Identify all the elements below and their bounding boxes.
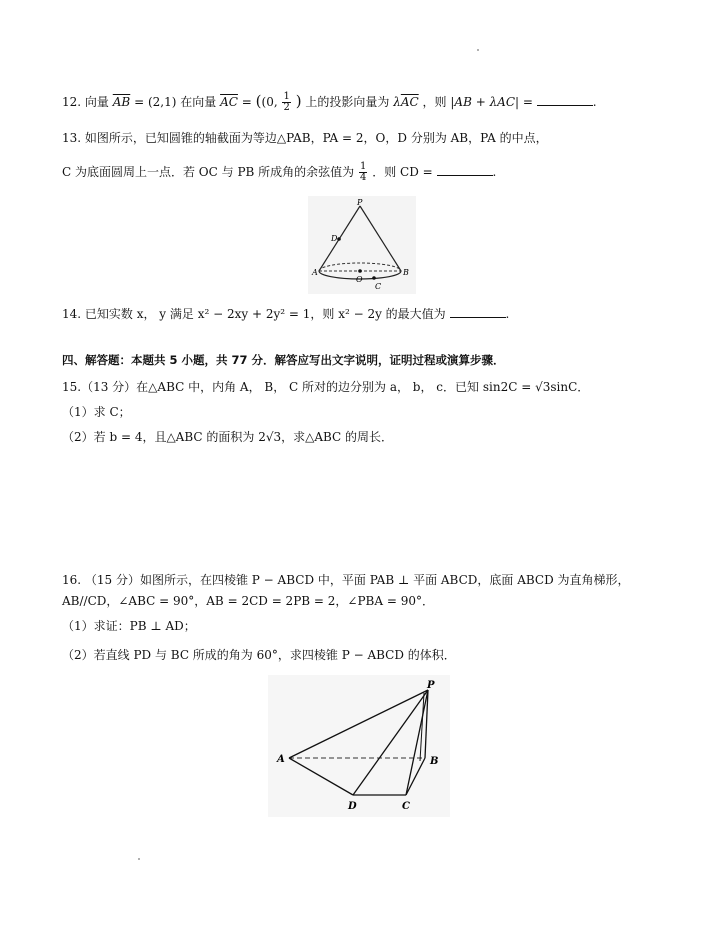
- question-12: 12. 向量 $\overline{AB} = (2,1)$ 在向量 $\overline{AC} = ((0$, $\frac{1}{2}$ ) 上的投影向量为 $\lambda\overline{AC}$ ，则 |AB + λAC| = .: [62, 91, 597, 113]
- answer-blank[interactable]: [537, 93, 593, 106]
- question-16-part2: （2）若直线 PD 与 BC 所成的角为 60°，求四棱锥 P − ABCD 的体积．: [62, 648, 456, 662]
- label-d: D: [331, 234, 338, 243]
- label-p: P: [357, 198, 363, 207]
- answer-blank[interactable]: [437, 163, 493, 176]
- fraction-quarter: $\frac{1}{4}$: [360, 161, 367, 183]
- cone-figure: [308, 196, 416, 294]
- point-c: [372, 276, 376, 280]
- answer-blank[interactable]: [450, 305, 506, 318]
- question-14: 14. 已知实数 x， y 满足 x² − 2xy + 2y² = 1，则 x² − 2y 的最大值为 .: [62, 307, 510, 321]
- question-13-line1: 13. 如图所示，已知圆锥的轴截面为等边△PAB，PA = 2，O，D 分别为 AB，PA 的中点，: [62, 131, 548, 145]
- label-c: C: [402, 801, 410, 812]
- label-b: B: [403, 268, 409, 277]
- label-c: C: [375, 282, 382, 291]
- question-16-stem1: 16. （15 分）如图所示，在四棱锥 P − ABCD 中，平面 PAB ⊥ 平面 ABCD，底面 ABCD 为直角梯形，: [62, 573, 630, 587]
- point-d: [337, 237, 341, 241]
- label-a: A: [312, 268, 318, 277]
- label-p: P: [427, 680, 435, 691]
- question-16-part1: （1）求证：PB ⊥ AD；: [62, 619, 196, 633]
- section-heading: 四、解答题：本题共 5 小题，共 77 分．解答应写出文字说明，证明过程或演算步骤．: [62, 353, 505, 367]
- question-15-part1: （1）求 C；: [62, 405, 131, 419]
- question-13-line2: C 为底面圆周上一点．若 OC 与 PB 所成角的余弦值为 $\frac{1}{4}$ ．则 CD = .: [62, 161, 497, 183]
- question-15-stem: 15.（13 分）在△ABC 中，内角 A， B， C 所对的边分别为 a， b， c．已知 sin2C = √3sinC．: [62, 380, 590, 394]
- scan-dot: [477, 49, 479, 51]
- figure-background: [268, 675, 450, 817]
- pyramid-figure: [268, 675, 450, 817]
- fraction-half: $\frac{1}{2}$: [283, 91, 290, 113]
- label-b: B: [430, 756, 439, 767]
- label-a: A: [277, 754, 285, 765]
- scan-dot: [138, 858, 140, 860]
- point-o: [358, 269, 362, 273]
- label-o: O: [356, 275, 363, 284]
- question-15-part2: （2）若 b = 4，且△ABC 的面积为 2√3，求△ABC 的周长．: [62, 430, 394, 444]
- label-d: D: [348, 801, 357, 812]
- question-16-stem2: AB//CD，∠ABC = 90°，AB = 2CD = 2PB = 2，∠PBA = 90°．: [62, 594, 434, 608]
